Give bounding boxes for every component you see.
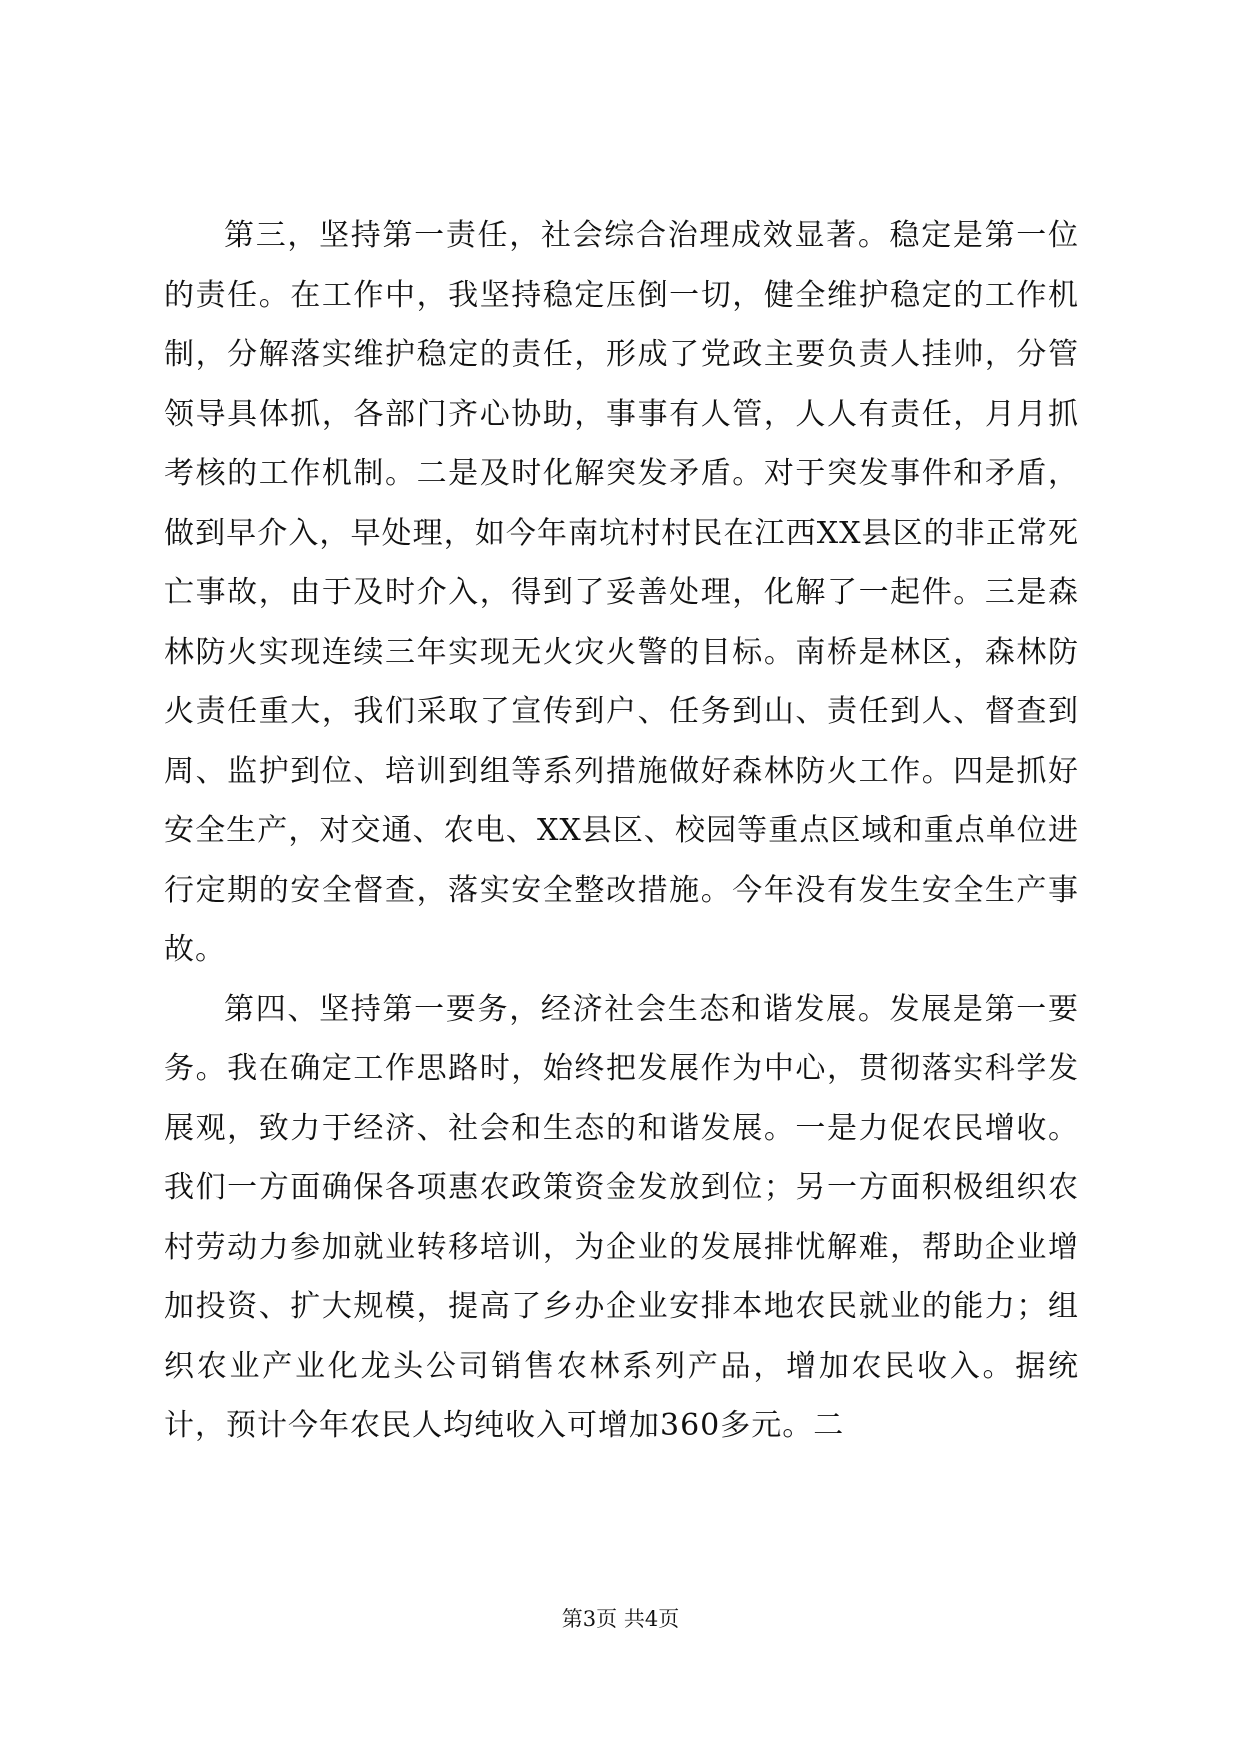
page-number-indicator: 第3页 共4页 — [561, 1607, 680, 1631]
page-footer — [0, 1604, 1241, 1634]
paragraph-2: 第四、坚持第一要务，经济社会生态和谐发展。发展是第一要务。我在确定工作思路时，始终把发展作为中心，贯彻落实科学发展观，致力于经济、社会和生态的和谐发展。一是力促农民增收。我们一方面确保各项惠农政策资金发放到位；另一方面积极组织农村劳动力参加就业转移培训，为企业的发展排忧解难，帮助企业增加投资、扩大规模，提高了乡办企业安排本地农民就业的能力；组织农业产业化龙头公司销售农林系列产品，增加农民收入。据统计，预计今年农民人均纯收入可增加360多元。二 — [164, 991, 1079, 1443]
document-body — [164, 206, 1079, 1456]
paragraph-1: 第三，坚持第一责任，社会综合治理成效显著。稳定是第一位的责任。在工作中，我坚持稳定压倒一切，健全维护稳定的工作机制，分解落实维护稳定的责任，形成了党政主要负责人挂帅，分管领导具体抓，各部门齐心协助，事事有人管，人人有责任，月月抓考核的工作机制。二是及时化解突发矛盾。对于突发事件和矛盾，做到早介入，早处理，如今年南坑村村民在江西XX县区的非正常死亡事故，由于及时介入，得到了妥善处理，化解了一起件。三是森林防火实现连续三年实现无火灾火警的目标。南桥是林区，森林防火责任重大，我们采取了宣传到户、任务到山、责任到人、督查到周、监护到位、培训到组等系列措施做好森林防火工作。四是抓好安全生产，对交通、农电、XX县区、校园等重点区域和重点单位进行定期的安全督查，落实安全整改措施。今年没有发生安全生产事故。 — [164, 218, 1079, 967]
